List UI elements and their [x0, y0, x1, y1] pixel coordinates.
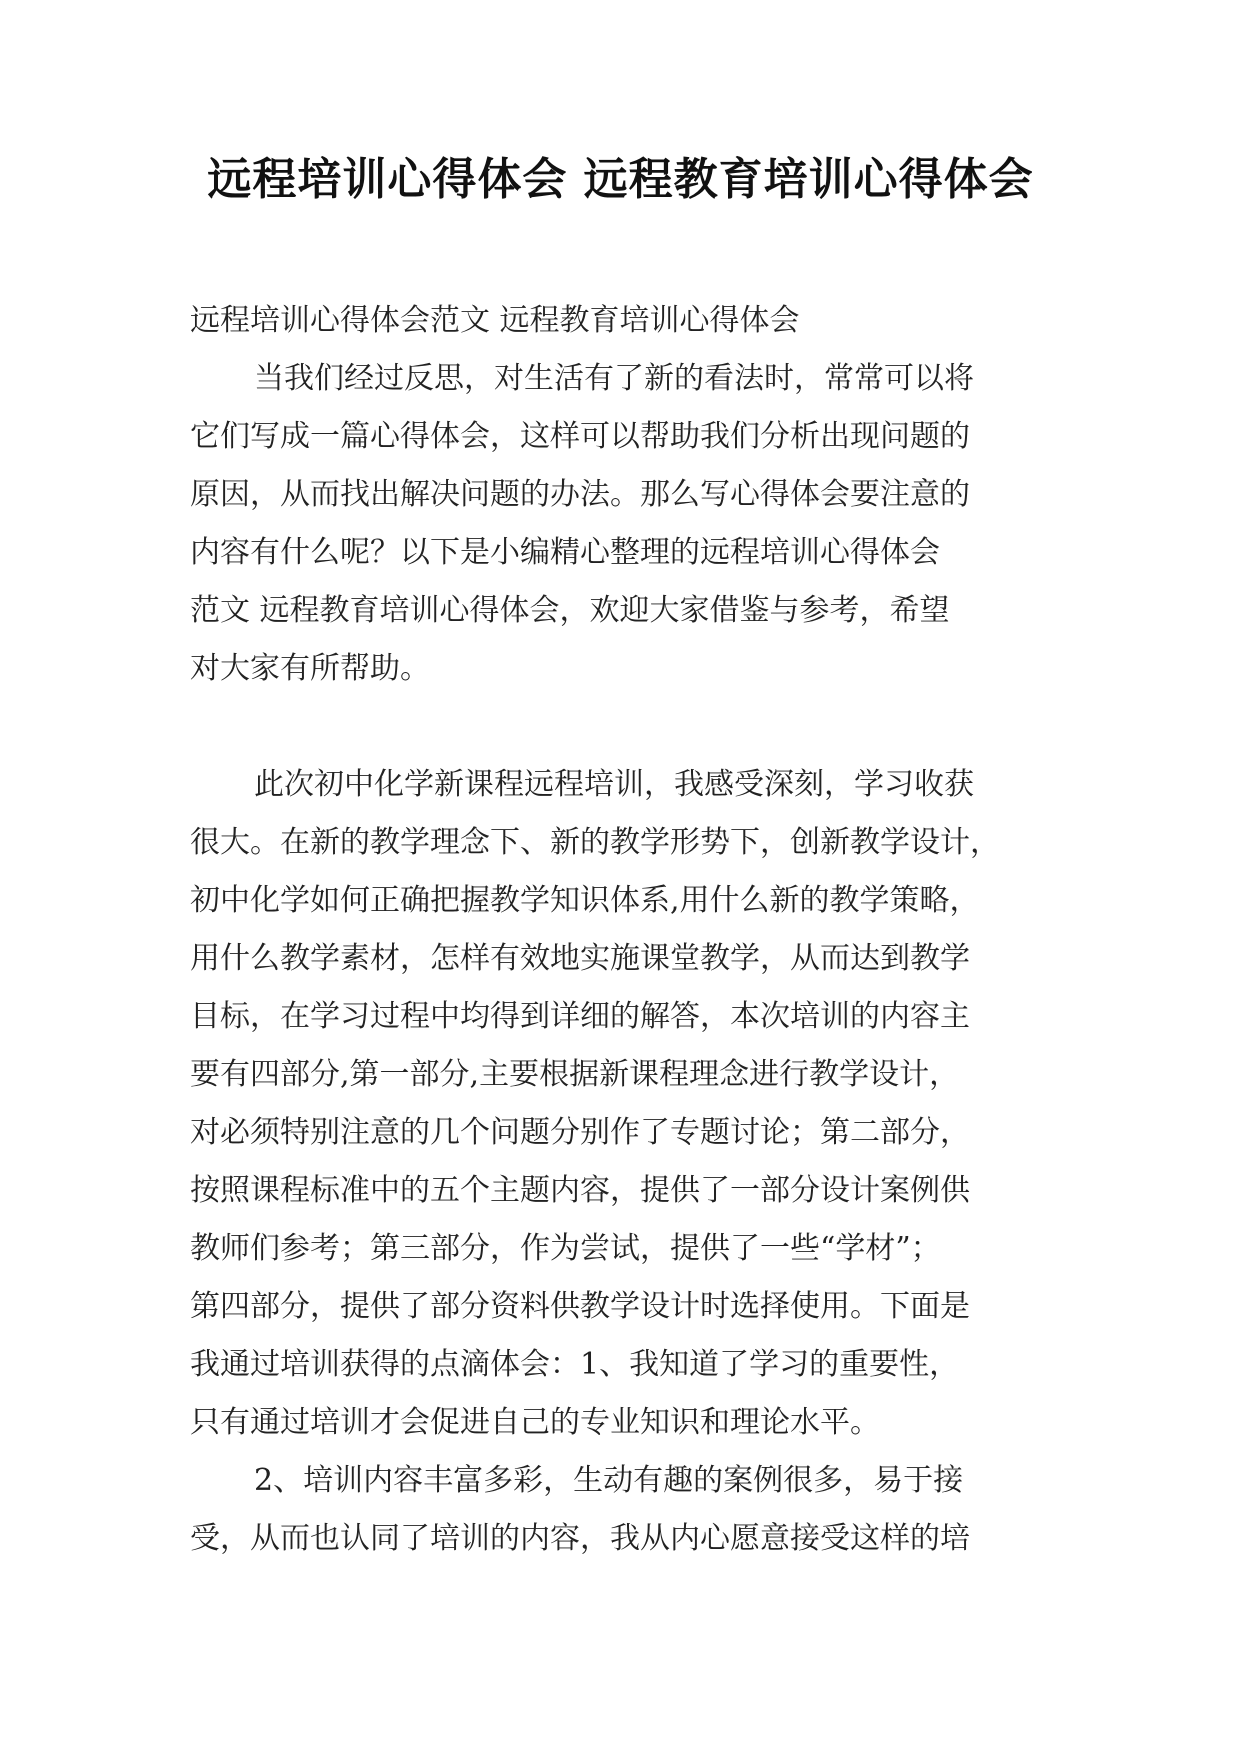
paragraph-line: 目标，在学习过程中均得到详细的解答，本次培训的内容主: [190, 999, 970, 1034]
paragraph-line: 此次初中化学新课程远程培训，我感受深刻，学习收获: [254, 767, 974, 802]
paragraph-gap: [190, 698, 1060, 756]
paragraph-line: 要有四部分,第一部分,主要根据新课程理念进行教学设计，: [190, 1057, 960, 1092]
paragraph-line: 受，从而也认同了培训的内容，我从内心愿意接受这样的培: [190, 1521, 970, 1556]
paragraph-line: 对大家有所帮助。: [190, 651, 430, 686]
paragraph-line: 对必须特别注意的几个问题分别作了专题讨论；第二部分，: [190, 1115, 970, 1150]
paragraph-line: 用什么教学素材，怎样有效地实施课堂教学，从而达到教学: [190, 941, 970, 976]
document-title: 远程培训心得体会 远程教育培训心得体会: [207, 154, 1034, 205]
paragraph-line: 2、培训内容丰富多彩，生动有趣的案例很多，易于接: [254, 1463, 964, 1498]
paragraph-line: 原因，从而找出解决问题的办法。那么写心得体会要注意的: [190, 477, 970, 512]
paragraph-content: [190, 1452, 1060, 1568]
paragraph-line: 它们写成一篇心得体会，这样可以帮助我们分析出现问题的: [190, 419, 970, 454]
document-body: [190, 292, 1060, 1568]
paragraph-line: 我通过培训获得的点滴体会：1、我知道了学习的重要性，: [190, 1347, 960, 1382]
paragraph-training: [190, 756, 1060, 1452]
paragraph-intro: [190, 350, 1060, 698]
paragraph-line: 当我们经过反思，对生活有了新的看法时，常常可以将: [254, 361, 974, 396]
paragraph-line: 第四部分，提供了部分资料供教学设计时选择使用。下面是: [190, 1289, 970, 1324]
document-subtitle: 远程培训心得体会范文 远程教育培训心得体会: [190, 303, 800, 338]
paragraph-line: 内容有什么呢？以下是小编精心整理的远程培训心得体会: [190, 535, 940, 570]
paragraph-line: 只有通过培训才会促进自己的专业知识和理论水平。: [190, 1405, 880, 1440]
paragraph-line: 很大。在新的教学理念下、新的教学形势下，创新教学设计，: [190, 825, 1000, 860]
paragraph-line: 范文 远程教育培训心得体会，欢迎大家借鉴与参考，希望: [190, 593, 950, 628]
paragraph-line: 初中化学如何正确把握教学知识体系,用什么新的教学策略，: [190, 883, 980, 918]
paragraph-line: 教师们参考；第三部分，作为尝试，提供了一些“学材”；: [190, 1231, 941, 1266]
paragraph-line: 按照课程标准中的五个主题内容，提供了一部分设计案例供: [190, 1173, 970, 1208]
